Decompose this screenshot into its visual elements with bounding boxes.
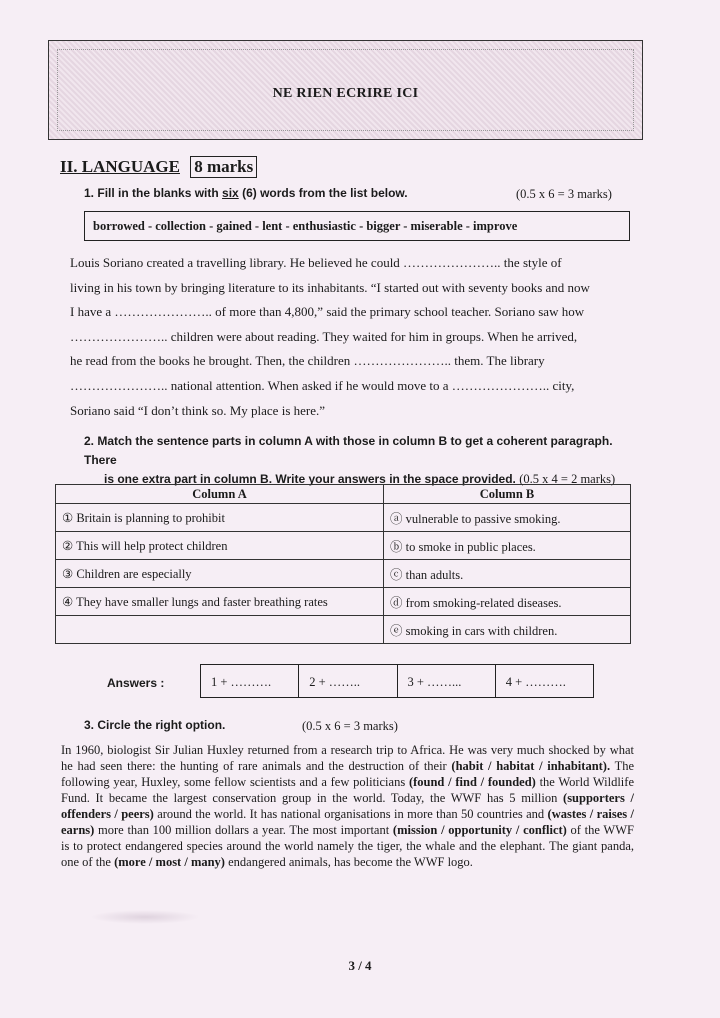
q3-points: (0.5 x 6 = 3 marks) — [302, 719, 398, 733]
q1-line: he read from the books he brought. Then, the children ………………….. them. The library — [70, 353, 545, 369]
answers-label: Answers : — [107, 676, 165, 690]
q1-instruction-text: Fill in the blanks with — [97, 186, 223, 200]
q1-line: living in his town by bringing literature to its inhabitants. “I started out with seventy books and now — [70, 279, 590, 295]
passage-text: around the world. It has national organisations in more than 50 countries and — [153, 807, 548, 821]
option-group[interactable]: (mission / opportunity / conflict) — [392, 823, 567, 837]
q1-passage — [70, 251, 634, 423]
column-b-cell: ⓓ from smoking-related diseases. — [384, 588, 631, 616]
option-group[interactable]: (more / most / many) — [114, 855, 225, 869]
column-b-cell: ⓒ than adults. — [384, 560, 631, 588]
column-b-cell: ⓑ to smoke in public places. — [384, 532, 631, 560]
section-marks-badge: 8 marks — [190, 156, 257, 178]
passage-text: endangered animals, has become the WWF logo. — [224, 855, 473, 869]
answer-field-2[interactable]: 2 + …….. — [299, 665, 397, 697]
option-group[interactable]: (found / find / founded) — [408, 775, 536, 789]
q1-instruction-six: six — [222, 186, 239, 200]
q1-number: 1. — [84, 186, 95, 200]
word-list-box: borrowed - collection - gained - lent - enthusiastic - bigger - miserable - improve — [84, 211, 630, 241]
q2-number: 2. — [84, 434, 95, 448]
option-group[interactable]: (habit / habitat / inhabitant). — [451, 759, 611, 773]
section-heading: II. LANGUAGE — [60, 157, 180, 176]
q3-passage — [61, 742, 634, 870]
page-number: 3 / 4 — [348, 958, 372, 973]
column-b-cell: ⓔ smoking in cars with children. — [384, 616, 631, 644]
q1-line: Louis Soriano created a travelling library. He believed he could ………………….. the style of — [70, 255, 562, 270]
passage-text: more than 100 million dollars a year. The most important — [94, 823, 393, 837]
q1-line: I have a ………………….. of more than 4,800,” said the primary school teacher. Soriano saw how — [70, 304, 585, 320]
matching-table — [55, 484, 631, 644]
passage-text: In 1960, biologist Sir Julian Huxley returned from a research trip to Africa. He was very much shocked by what he had seen there: the hunting of rare animals and the destruction of their — [61, 743, 634, 773]
table-row — [56, 616, 631, 644]
q3-instruction-text: Circle the right option. — [97, 718, 226, 732]
passage-text: The following year, Huxley, some fellow scientists and a few politicians — [61, 759, 634, 789]
table-row — [56, 560, 631, 588]
q1-line: ………………….. national attention. When asked if he would move to a ………………….. city, — [70, 377, 575, 393]
section-title — [60, 156, 257, 178]
column-a-cell — [56, 616, 384, 644]
answer-field-1[interactable]: 1 + ………. — [201, 665, 299, 697]
option-group[interactable]: (supporters / offenders / peers) — [61, 791, 634, 821]
answer-field-3[interactable]: 3 + ……... — [398, 665, 496, 697]
q1-points: (0.5 x 6 = 3 marks) — [516, 187, 612, 201]
passage-text: of the WWF is to protect endangered species around the world namely the tiger, the whale and the elephant. The giant panda, one of the — [61, 823, 634, 869]
column-b-header: Column B — [384, 485, 631, 504]
column-a-cell: ① Britain is planning to prohibit — [56, 504, 384, 532]
table-row — [56, 532, 631, 560]
column-b-cell: ⓐ vulnerable to passive smoking. — [384, 504, 631, 532]
table-header-row — [56, 485, 631, 504]
option-group[interactable]: (wastes / raises / earns) — [61, 807, 635, 837]
column-a-header: Column A — [56, 485, 384, 504]
table-row — [56, 588, 631, 616]
q2-instruction — [84, 432, 644, 489]
passage-text: the World Wildlife Fund. It became the largest conservation group in the world. Today, the WWF has 5 million — [61, 775, 634, 805]
answers-box — [200, 664, 594, 698]
scan-smudge — [90, 910, 200, 924]
no-write-label: NE RIEN ECRIRE ICI — [272, 86, 419, 101]
q1-instruction — [84, 186, 408, 200]
column-a-cell: ③ Children are especially — [56, 560, 384, 588]
table-row — [56, 504, 631, 532]
q1-instruction-text-end: (6) words from the list below. — [238, 186, 408, 200]
q1-line: ………………….. children were about reading. They waited for him in groups. When he arrived, — [70, 328, 578, 344]
q1-line: Soriano said “I don’t think so. My place is here.” — [70, 402, 326, 418]
answer-field-4[interactable]: 4 + ………. — [505, 675, 566, 689]
q2-points: (0.5 x 4 = 2 marks) — [519, 472, 616, 486]
q3-instruction — [84, 718, 225, 732]
column-a-cell: ④ They have smaller lungs and faster breathing rates — [56, 588, 384, 616]
column-a-cell: ② This will help protect children — [56, 532, 384, 560]
q2-instruction-line2: is one extra part in column B. Write your answers in the space provided. — [104, 472, 516, 486]
q2-instruction-line1: Match the sentence parts in column A with those in column B to get a coherent paragraph. There — [84, 434, 613, 467]
q3-number: 3. — [84, 718, 95, 732]
